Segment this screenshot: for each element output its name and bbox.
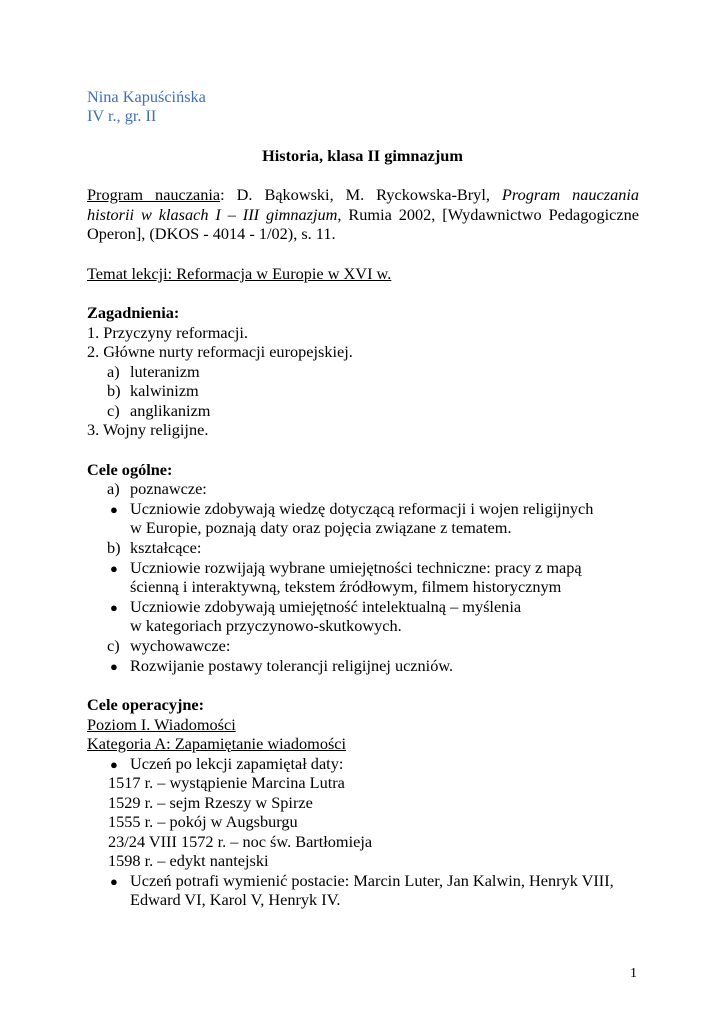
document-title: Historia, klasa II gimnazjum [262, 146, 463, 165]
date-item: 1529 r. – sejm Rzeszy w Spirze [108, 793, 313, 812]
goal-text: Uczniowie zdobywają wiedzę dotyczącą reformacji i wojen religijnych [130, 499, 594, 518]
level-heading: Poziom I. Wiadomości [87, 715, 236, 734]
issue-subitem: luteranizm [130, 362, 200, 381]
program-title-part: Program nauczania [501, 185, 640, 204]
operational-goals-heading: Cele operacyjne: [87, 695, 205, 714]
author-group: IV r., gr. II [87, 106, 157, 125]
bullet-icon: ● [110, 659, 118, 674]
goal-text: Uczniowie rozwijają wybrane umiejętności techniczne: pracy z mapą [130, 558, 582, 577]
goal-category: poznawcze: [130, 479, 207, 498]
list-marker: c) [107, 401, 120, 420]
general-goals-heading: Cele ogólne: [87, 460, 173, 479]
goal-text: Edward VI, Karol V, Henryk IV. [130, 890, 341, 909]
bullet-icon: ● [110, 502, 118, 517]
bullet-icon: ● [110, 600, 118, 615]
date-item: 1555 r. – pokój w Augsburgu [108, 812, 298, 831]
issue-subitem: anglikanizm [130, 401, 211, 420]
list-marker: b) [107, 381, 121, 400]
goal-text: w Europie, poznają daty oraz pojęcia związane z tematem. [130, 518, 512, 537]
issue-subitem: kalwinizm [130, 381, 199, 400]
goal-category: kształcące: [130, 538, 202, 557]
list-marker: a) [107, 479, 120, 498]
bullet-icon: ● [110, 561, 118, 576]
lesson-topic: Temat lekcji: Reformacja w Europie w XVI w. [87, 264, 392, 283]
author-name: Nina Kapuścińska [87, 87, 206, 106]
category-heading: Kategoria A: Zapamiętanie wiadomości [87, 734, 347, 753]
program-text: : D. Bąkowski, M. Ryckowska-Bryl, [220, 185, 502, 204]
goal-text: Uczeń po lekcji zapamiętał daty: [130, 754, 344, 773]
bullet-icon: ● [110, 757, 118, 772]
program-label: Program nauczania [87, 185, 221, 204]
goal-text: Uczniowie zdobywają umiejętność intelektualną – myślenia [130, 597, 522, 616]
date-item: 1517 r. – wystąpienie Marcina Lutra [108, 773, 345, 792]
bullet-icon: ● [110, 874, 118, 889]
date-item: 1598 r. – edykt nantejski [108, 851, 269, 870]
goal-text: w kategoriach przyczynowo-skutkowych. [130, 616, 402, 635]
list-marker: b) [107, 538, 121, 557]
issue-item: 1. Przyczyny reformacji. [87, 323, 248, 342]
issue-item: 3. Wojny religijne. [87, 420, 209, 439]
issue-item: 2. Główne nurty reformacji europejskiej. [87, 342, 353, 361]
list-marker: a) [107, 362, 120, 381]
goal-text: ścienną i interaktywną, tekstem źródłowym, filmem historycznym [130, 577, 562, 596]
page-number: 1 [630, 966, 637, 981]
goal-text: Rozwijanie postawy tolerancji religijnej uczniów. [130, 656, 454, 675]
program-line-3: Operon], (DKOS - 4014 - 1/02), s. 11. [87, 224, 336, 243]
goal-text: Uczeń potrafi wymienić postacie: Marcin Luter, Jan Kalwin, Henryk VIII, [130, 871, 614, 890]
goal-category: wychowawcze: [130, 636, 231, 655]
program-line-1 [87, 185, 639, 205]
program-text: , Rumia 2002, [Wydawnictwo Pedagogiczne [337, 205, 639, 224]
date-item: 23/24 VIII 1572 r. – noc św. Bartłomieja [108, 832, 373, 851]
program-title-part: historii w klasach I – III gimnazjum [87, 205, 338, 224]
program-line-2 [87, 205, 639, 225]
list-marker: c) [107, 636, 120, 655]
issues-heading: Zagadnienia: [87, 303, 180, 322]
